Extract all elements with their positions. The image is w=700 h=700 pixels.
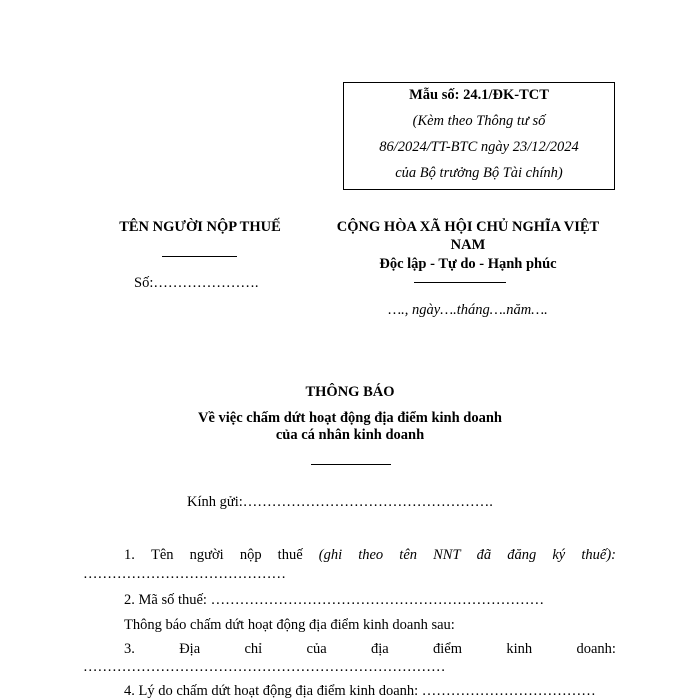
item1-word: ký bbox=[552, 547, 566, 563]
document-number: Số:…………………. bbox=[134, 275, 259, 291]
form-number: Mẫu số: 24.1/ĐK-TCT bbox=[409, 87, 549, 103]
country-name-line2: NAM bbox=[450, 237, 486, 253]
item1-word: đã bbox=[476, 547, 492, 563]
form-note-line1: (Kèm theo Thông tư số bbox=[412, 113, 546, 129]
country-name-line1: CỘNG HÒA XÃ HỘI CHỦ NGHĨA VIỆT bbox=[336, 219, 600, 235]
item3-line bbox=[124, 641, 616, 658]
item3-word: điểm bbox=[433, 641, 463, 657]
date-line: …., ngày….tháng….năm…. bbox=[388, 302, 548, 318]
item3-word: địa bbox=[370, 641, 389, 657]
item1-word: nộp bbox=[239, 547, 262, 563]
item1-word: NNT bbox=[433, 547, 461, 563]
item3-dots: ………………………………………………………………… bbox=[83, 659, 446, 675]
item1-word: thuế bbox=[277, 547, 303, 563]
item3-word: Địa bbox=[179, 641, 201, 657]
item3-word: kinh bbox=[506, 641, 533, 657]
national-motto: Độc lập - Tự do - Hạnh phúc bbox=[379, 256, 557, 272]
item3-word: chỉ bbox=[244, 641, 263, 657]
title-rule bbox=[311, 464, 391, 465]
item1-word: thuế): bbox=[581, 547, 616, 563]
item3-word: doanh: bbox=[576, 641, 616, 657]
left-header-rule bbox=[162, 256, 237, 257]
taxpayer-name-heading: TÊN NGƯỜI NỘP THUẾ bbox=[119, 219, 281, 235]
item2-tax-code: 2. Mã số thuế: …………………………………………………………… bbox=[124, 592, 545, 608]
item3-word: của bbox=[306, 641, 327, 657]
right-header-rule bbox=[414, 282, 506, 283]
item1-word: theo bbox=[358, 547, 384, 563]
item3-word: 3. bbox=[124, 641, 135, 657]
item1-word: 1. bbox=[124, 547, 135, 563]
form-reference-box bbox=[343, 82, 615, 190]
form-note-line2: 86/2024/TT-BTC ngày 23/12/2024 bbox=[379, 139, 579, 155]
notice-line: Thông báo chấm dứt hoạt động địa điểm kinh doanh sau: bbox=[124, 617, 455, 633]
document-subtitle-line2: của cá nhân kinh doanh bbox=[275, 427, 425, 443]
document-subtitle-line1: Về việc chấm dứt hoạt động địa điểm kinh doanh bbox=[198, 410, 502, 426]
item1-word: người bbox=[189, 547, 224, 563]
form-note-line3: của Bộ trưởng Bộ Tài chính) bbox=[395, 165, 563, 181]
item1-word: Tên bbox=[150, 547, 174, 563]
item4-reason: 4. Lý do chấm dứt hoạt động địa điểm kinh doanh: ……………………………… bbox=[124, 683, 596, 699]
item1-word: đăng bbox=[507, 547, 537, 563]
item1-word: (ghi bbox=[318, 547, 343, 563]
item1-line bbox=[124, 547, 616, 564]
item1-word: tên bbox=[399, 547, 418, 563]
item1-dots: …………………………………… bbox=[83, 566, 286, 582]
document-title: THÔNG BÁO bbox=[305, 384, 395, 400]
greeting-line: Kính gửi:……………………………………………. bbox=[187, 494, 493, 510]
